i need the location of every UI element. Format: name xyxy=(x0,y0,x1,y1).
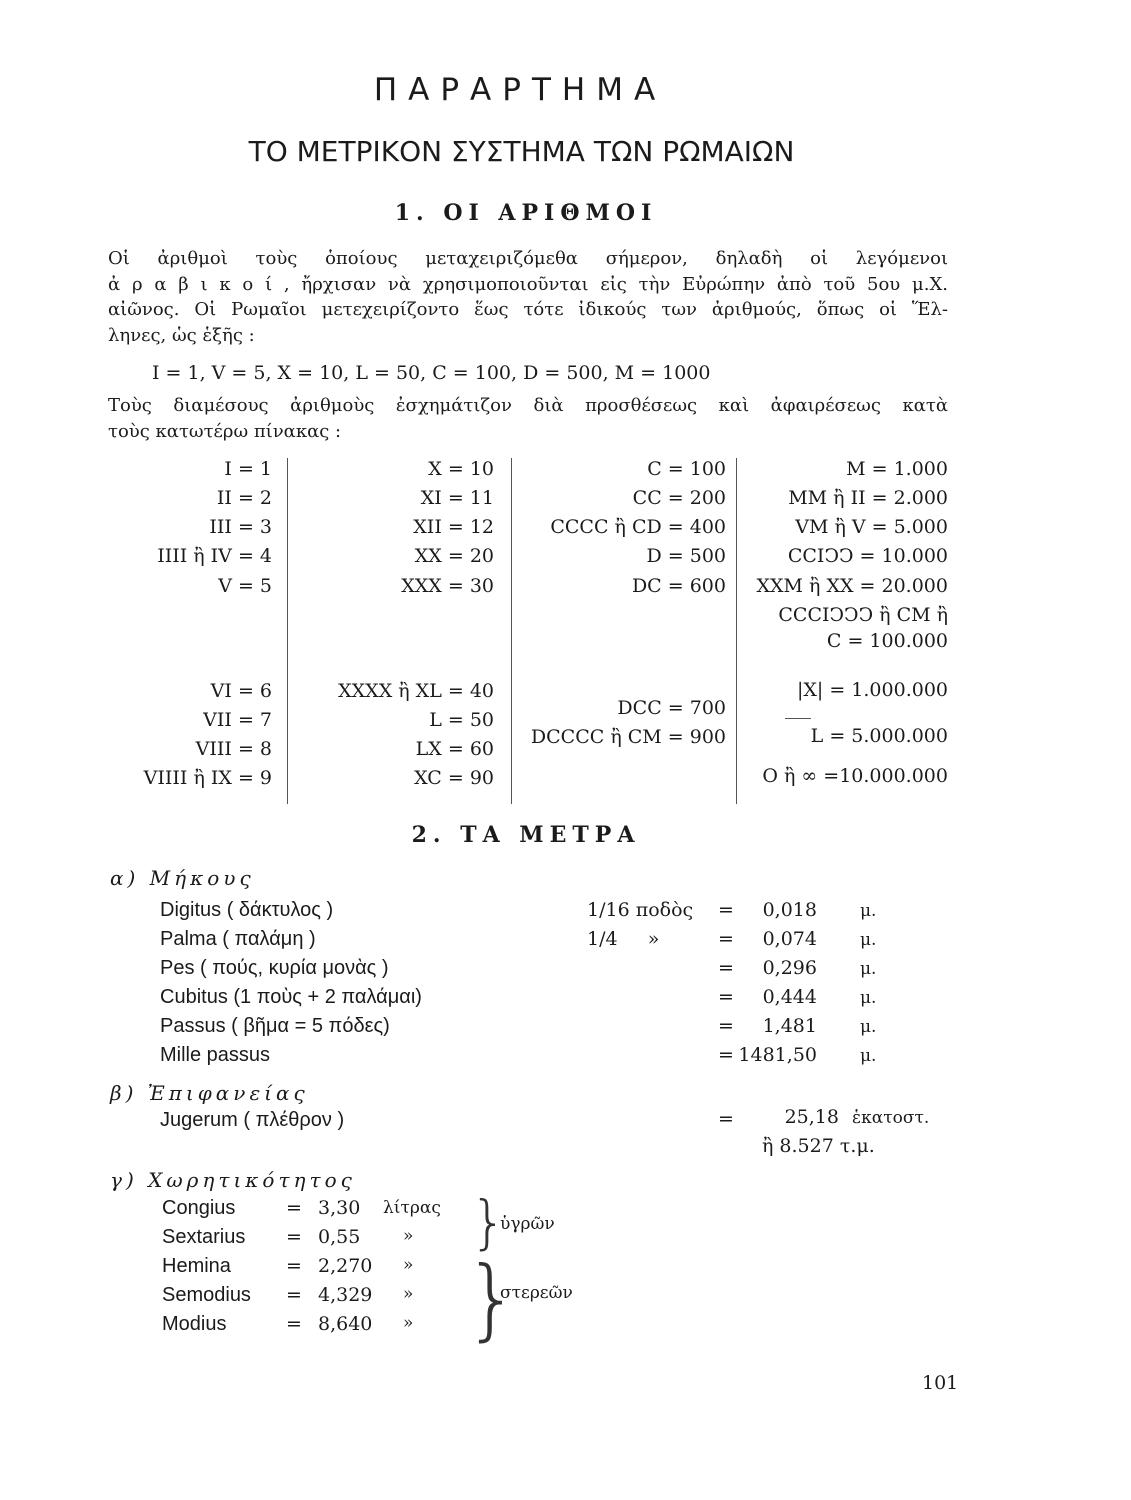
equals-sign: = xyxy=(286,1226,302,1248)
equals-sign: = xyxy=(718,1015,734,1037)
overline-mark xyxy=(785,718,811,719)
paragraph-line: τοὺς κατωτέρω πίνακας : xyxy=(108,420,342,442)
table-cell: |X| = 1.000.000 xyxy=(796,679,948,701)
measure-unit: μ. xyxy=(860,930,877,950)
measure-value: 4,329 xyxy=(318,1284,373,1306)
equals-sign: = xyxy=(286,1284,302,1306)
measure-value: 0,55 xyxy=(318,1226,361,1248)
measure-value: 2,270 xyxy=(318,1255,373,1277)
table-cell: II = 2 xyxy=(216,487,272,509)
table-cell: MM ἢ II = 2.000 xyxy=(788,487,948,509)
table-cell: DC = 600 xyxy=(631,575,726,597)
measure-name: Sextarius xyxy=(162,1226,246,1248)
table-cell: M = 1.000 xyxy=(846,458,948,480)
measure-fraction: 1/16 ποδὸς xyxy=(587,899,694,921)
table-divider xyxy=(736,458,737,804)
measure-alt-value: ἢ 8.527 τ.μ. xyxy=(762,1135,875,1157)
table-cell: XXXX ἢ XL = 40 xyxy=(338,680,494,702)
table-cell: VIII = 8 xyxy=(195,738,272,760)
table-cell: X = 10 xyxy=(428,458,494,480)
measure-name: Palma ( παλάμη ) xyxy=(160,928,316,950)
measure-value: 0,296 xyxy=(762,957,817,979)
table-cell: XX = 20 xyxy=(414,545,494,567)
intro-paragraph xyxy=(108,246,948,348)
table-cell: CCIↃↃ = 10.000 xyxy=(787,545,948,567)
appendix-title: ΠΑΡΑΡΤΗΜΑ xyxy=(373,72,667,108)
measure-value: 0,444 xyxy=(762,986,817,1008)
table-cell: VM ἢ V = 5.000 xyxy=(795,516,948,538)
section-2-heading: 2. ΤΑ ΜΕΤΡΑ xyxy=(411,822,641,848)
table-cell: L = 5.000.000 xyxy=(810,725,948,747)
measure-name: Congius xyxy=(162,1197,236,1219)
section-1-heading: 1. ΟΙ ΑΡΙΘΜΟΙ xyxy=(394,200,658,226)
liquid-label: ὑγρῶν xyxy=(500,1214,555,1234)
liquid-brace: } xyxy=(470,1188,507,1256)
paragraph-line: αἰῶνος. Οἱ Ρωμαῖοι μετεχειρίζοντο ἕως τότε ἰδικούς των ἀριθμούς, ὅπως οἱ Ἕλ- xyxy=(108,299,948,320)
measure-value: 1,481 xyxy=(762,1015,817,1037)
measure-value: 3,30 xyxy=(318,1197,361,1219)
measure-value: 25,18 xyxy=(784,1106,839,1128)
page-number: 101 xyxy=(922,1372,959,1394)
area-subheading: β) Ἐπιφανείας xyxy=(110,1081,309,1105)
table-cell: CC = 200 xyxy=(632,487,726,509)
table-cell: IIII ἢ IV = 4 xyxy=(157,545,272,567)
length-subheading: α) Μήκους xyxy=(110,866,255,890)
measure-unit: » xyxy=(403,1313,414,1333)
table-cell: D = 500 xyxy=(646,545,726,567)
equals-sign: = xyxy=(718,1044,734,1066)
table-cell: C = 100 xyxy=(647,458,726,480)
table-cell: XC = 90 xyxy=(414,767,494,789)
equals-sign: = xyxy=(286,1313,302,1335)
measure-unit: μ. xyxy=(860,959,877,979)
measure-name: Cubitus (1 ποὺς + 2 παλάμαι) xyxy=(160,986,422,1008)
measure-unit: ἑκατοστ. xyxy=(852,1108,930,1128)
measure-unit: λίτρας xyxy=(383,1198,441,1218)
table-intro-paragraph xyxy=(108,393,948,444)
table-cell: XI = 11 xyxy=(420,487,494,509)
table-cell: CCCIↃↃↃ ἢ CM ἢ xyxy=(778,604,948,626)
table-divider xyxy=(511,458,512,804)
measure-name: Digitus ( δάκτυλος ) xyxy=(160,899,334,921)
measure-name: Pes ( πούς, κυρία μονὰς ) xyxy=(160,957,389,979)
equals-sign: = xyxy=(286,1255,302,1277)
dry-label: στερεῶν xyxy=(500,1283,573,1303)
table-cell: I = 1 xyxy=(224,458,272,480)
table-cell: L = 50 xyxy=(429,709,494,731)
measure-unit: μ. xyxy=(860,988,877,1008)
table-cell: C = 100.000 xyxy=(826,630,948,652)
table-cell: DCC = 700 xyxy=(617,697,726,719)
table-cell: VIIII ἢ IX = 9 xyxy=(143,767,272,789)
equals-sign: = xyxy=(718,1108,734,1130)
table-cell: CCCC ἢ CD = 400 xyxy=(550,516,726,538)
measure-unit: μ. xyxy=(860,1017,877,1037)
measure-value: 0,018 xyxy=(762,899,817,921)
table-cell: V = 5 xyxy=(218,575,272,597)
table-cell: XII = 12 xyxy=(413,516,494,538)
measure-value: 8,640 xyxy=(318,1313,373,1335)
measure-name: Modius xyxy=(162,1313,227,1335)
measure-unit: » xyxy=(403,1226,414,1246)
measure-fraction: 1/4 » xyxy=(587,928,660,950)
measure-value: 1481,50 xyxy=(738,1044,817,1066)
appendix-subtitle: ΤΟ ΜΕΤΡΙΚΟΝ ΣΥΣΤΗΜΑ ΤΩΝ ΡΩΜΑΙΩΝ xyxy=(248,135,795,168)
measure-name: Semodius xyxy=(162,1284,251,1306)
measure-name: Mille passus xyxy=(160,1044,271,1066)
paragraph-line: ἀ ρ α β ι κ ο ί , ἤρχισαν νὰ χρησιμοποιοῦνται εἰς τὴν Εὐρώπην ἀπὸ τοῦ 5ου μ.Χ. xyxy=(108,273,948,295)
table-cell: III = 3 xyxy=(209,516,272,538)
paragraph-line: Οἱ ἀριθμοὶ τοὺς ὁποίους μεταχειριζόμεθα σήμερον, δηλαδὴ οἱ λεγόμενοι xyxy=(108,248,948,269)
measure-unit: μ. xyxy=(860,901,877,921)
table-cell: XXM ἢ XX = 20.000 xyxy=(756,575,948,597)
capacity-subheading: γ) Χωρητικότητος xyxy=(110,1168,356,1192)
dry-brace: } xyxy=(464,1247,520,1350)
paragraph-line: Τοὺς διαμέσους ἀριθμοὺς ἐσχημάτιζον διὰ προσθέσεως καὶ ἀφαιρέσεως κατὰ xyxy=(108,395,948,416)
table-cell: VI = 6 xyxy=(210,680,272,702)
table-cell: O ἢ ∞ =10.000.000 xyxy=(762,765,948,787)
measure-name: Hemina xyxy=(162,1255,231,1277)
measure-unit: μ. xyxy=(860,1046,877,1066)
equals-sign: = xyxy=(718,957,734,979)
measure-value: 0,074 xyxy=(762,928,817,950)
measure-name: Passus ( βῆμα = 5 πόδες) xyxy=(160,1015,390,1037)
equals-sign: = xyxy=(286,1197,302,1219)
equals-sign: = xyxy=(718,899,734,921)
table-cell: LX = 60 xyxy=(415,738,494,760)
basic-values-line: I = 1, V = 5, X = 10, L = 50, C = 100, D = 500, M = 1000 xyxy=(152,362,711,384)
equals-sign: = xyxy=(718,928,734,950)
table-divider xyxy=(287,458,288,804)
measure-unit: » xyxy=(403,1284,414,1304)
table-cell: DCCCC ἢ CM = 900 xyxy=(530,726,726,748)
equals-sign: = xyxy=(718,986,734,1008)
paragraph-line: ληνες, ὡς ἑξῆς : xyxy=(108,324,255,346)
table-cell: XXX = 30 xyxy=(401,575,494,597)
table-cell: VII = 7 xyxy=(203,709,272,731)
measure-name: Jugerum ( πλέθρον ) xyxy=(160,1109,345,1131)
measure-unit: » xyxy=(403,1255,414,1275)
